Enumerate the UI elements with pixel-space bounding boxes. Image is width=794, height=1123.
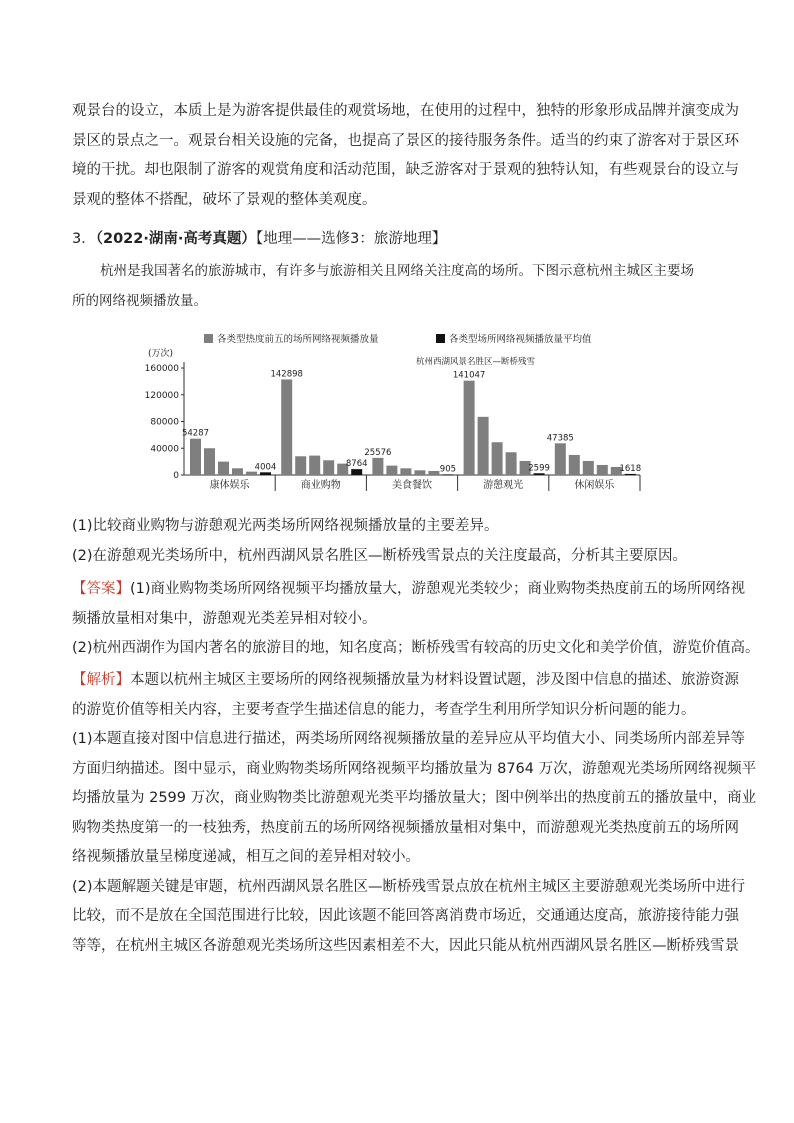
- analysis-tag: 【解析】: [72, 672, 130, 688]
- bar-top5: [323, 460, 334, 475]
- bar-top5: [569, 455, 580, 475]
- bar-top5: [386, 466, 397, 475]
- data-label-average: 905: [439, 464, 457, 475]
- question-2: (2)在游憩观光类场所中，杭州西湖风景名胜区—断桥残雪景点的关注度最高，分析其主要原因。: [72, 547, 688, 564]
- bar-top5: [464, 381, 475, 475]
- analysis-line: 均播放量为 2599 万次，商业购物类比游憩观光类平均播放量大；图中例举出的热度前五的播放量中，商业: [72, 790, 757, 806]
- question-topic: 【地理——选修3：旅游地理】: [255, 231, 447, 247]
- answer-1-line: 频播放量相对集中，游憩观光类差异相对较小。: [72, 610, 377, 627]
- bar-top5: [232, 468, 243, 475]
- bar-top5: [281, 379, 292, 475]
- data-label-top: 141047: [452, 370, 486, 381]
- text-line: 观景台的设立，本质上是为游客提供最佳的观赏场地，在使用的过程中，独特的形象形成品牌并演变成为: [72, 103, 739, 119]
- questions: [72, 512, 724, 571]
- data-label-top: 25576: [364, 447, 392, 458]
- bar-top5: [204, 448, 215, 475]
- question-header: [72, 225, 724, 255]
- category-label: 康体娱乐: [209, 480, 250, 491]
- bar-chart: [140, 328, 650, 498]
- bar-top5: [218, 462, 229, 475]
- bar-top5: [414, 470, 425, 475]
- bar-top5: [400, 468, 411, 475]
- analysis-line: (1)本题直接对图中信息进行描述，两类场所网络视频播放量的差异应从平均值大小、同类场所内部差异等: [72, 731, 746, 747]
- analysis-block: [72, 666, 757, 961]
- y-tick-label: 80000: [150, 417, 179, 428]
- bar-top5: [428, 471, 439, 475]
- answer-2: (2)杭州西湖作为国内著名的旅游目的地，知名度高；断桥残雪有较高的历史文化和美学价值，游览价值高。: [72, 640, 760, 656]
- legend-label-avg: 各类型场所网络视频播放量平均值: [449, 334, 592, 345]
- bar-average: [534, 473, 545, 475]
- answer-tag: 【答案】: [72, 581, 130, 597]
- analysis-line: 络视频播放量呈梯度递减，相互之间的差异相对较小。: [72, 849, 420, 865]
- analysis-line: 方面归纳描述。图中显示，商业购物类场所网络视频平均播放量为 8764 万次，游憩观光类场所网络视频平: [72, 760, 757, 777]
- bar-top5: [583, 461, 594, 475]
- legend-swatch-avg: [436, 334, 445, 343]
- analysis-line: 的游览价值等相关内容，主要考查学生描述信息的能力，考查学生利用所学知识分析问题的能力。: [72, 701, 696, 718]
- question-1: (1)比较商业购物与游憩观光两类场所网络视频播放量的主要差异。: [72, 518, 499, 534]
- bar-average: [351, 469, 362, 475]
- bar-top5: [478, 417, 489, 475]
- data-label-average: 4004: [254, 462, 277, 473]
- bar-top5: [309, 456, 320, 475]
- y-tick-label: 120000: [144, 390, 179, 401]
- bar-average: [625, 474, 636, 475]
- y-axis-label: (万次): [148, 349, 174, 359]
- bar-top5: [295, 456, 306, 475]
- analysis-line: 本题以杭州主城区主要场所的网络视频播放量为材料设置试题，涉及图中信息的描述、旅游资源: [130, 672, 739, 688]
- analysis-line: 比较，而不是放在全国范围进行比较，因此该题不能回答离消费市场近，交通通达度高，旅游接待能力强: [72, 908, 739, 924]
- bar-top5: [190, 439, 201, 475]
- legend-label-top5: 各类型热度前五的场所网络视频播放量: [217, 334, 379, 345]
- bar-top5: [372, 458, 383, 475]
- data-label-average: 1618: [619, 463, 642, 474]
- data-label-average: 8764: [345, 459, 368, 470]
- category-label: 美食餐饮: [392, 480, 432, 491]
- text-line: 景观的整体不搭配，破坏了景观的整体美观度。: [72, 191, 377, 208]
- bar-average: [260, 472, 271, 475]
- legend-swatch-top5: [204, 334, 213, 343]
- data-label-top: 142898: [270, 369, 303, 380]
- analysis-line: 等等，在杭州主城区各游憩观光类场所这些因素相差不大，因此只能从杭州西湖风景名胜区—断桥残雪景: [72, 937, 739, 954]
- text-line: 境的干扰。却也限制了游客的观赏角度和活动范围，缺乏游客对于景观的独特认知，有些观景台的设立与: [72, 162, 739, 178]
- y-tick-label: 40000: [150, 444, 179, 455]
- text-line: 杭州是我国著名的旅游城市，有许多与旅游相关且网络关注度高的场所。下图示意杭州主城区主要场: [100, 263, 694, 279]
- data-label-top: 54287: [181, 428, 210, 439]
- bar-average: [442, 474, 453, 475]
- data-label-top: 47385: [546, 433, 574, 444]
- answer-1-line: (1)商业购物类场所网络视频平均播放量大，游憩观光类较少；商业购物类热度前五的场所网络视: [130, 581, 746, 597]
- question-number: 3．: [72, 231, 96, 247]
- top-paragraph: [72, 97, 739, 215]
- y-tick-label: 160000: [144, 364, 179, 374]
- text-line: 所的网络视频播放量。: [72, 293, 207, 309]
- question-intro: [72, 256, 724, 316]
- chart-annotation: 杭州西湖风景名胜区—断桥残雪: [416, 357, 536, 367]
- category-label: 休闲娱乐: [574, 480, 615, 491]
- data-label-average: 2599: [528, 463, 550, 474]
- analysis-line: (2)本题解题关键是审题，杭州西湖风景名胜区—断桥残雪景点放在杭州主城区主要游憩观光类场所中进行: [72, 878, 746, 895]
- bar-top5: [492, 442, 503, 475]
- question-source: （2022·湖南·高考真题）: [95, 231, 256, 247]
- text-line: 景区的景点之一。观景台相关设施的完备，也提高了景区的接待服务条件。适当的约束了游客对于景区环: [72, 132, 739, 149]
- analysis-line: 购物类热度第一的一枝独秀，热度前五的场所网络视频播放量相对集中，而游憩观光类热度前五的场所网: [72, 819, 739, 836]
- category-label: 商业购物: [300, 480, 341, 491]
- bar-top5: [555, 443, 566, 475]
- bar-top5: [597, 465, 608, 475]
- y-tick-label: 0: [173, 471, 179, 481]
- bar-top5: [506, 452, 517, 475]
- category-label: 游憩观光: [483, 480, 524, 491]
- answer-block: [72, 575, 760, 664]
